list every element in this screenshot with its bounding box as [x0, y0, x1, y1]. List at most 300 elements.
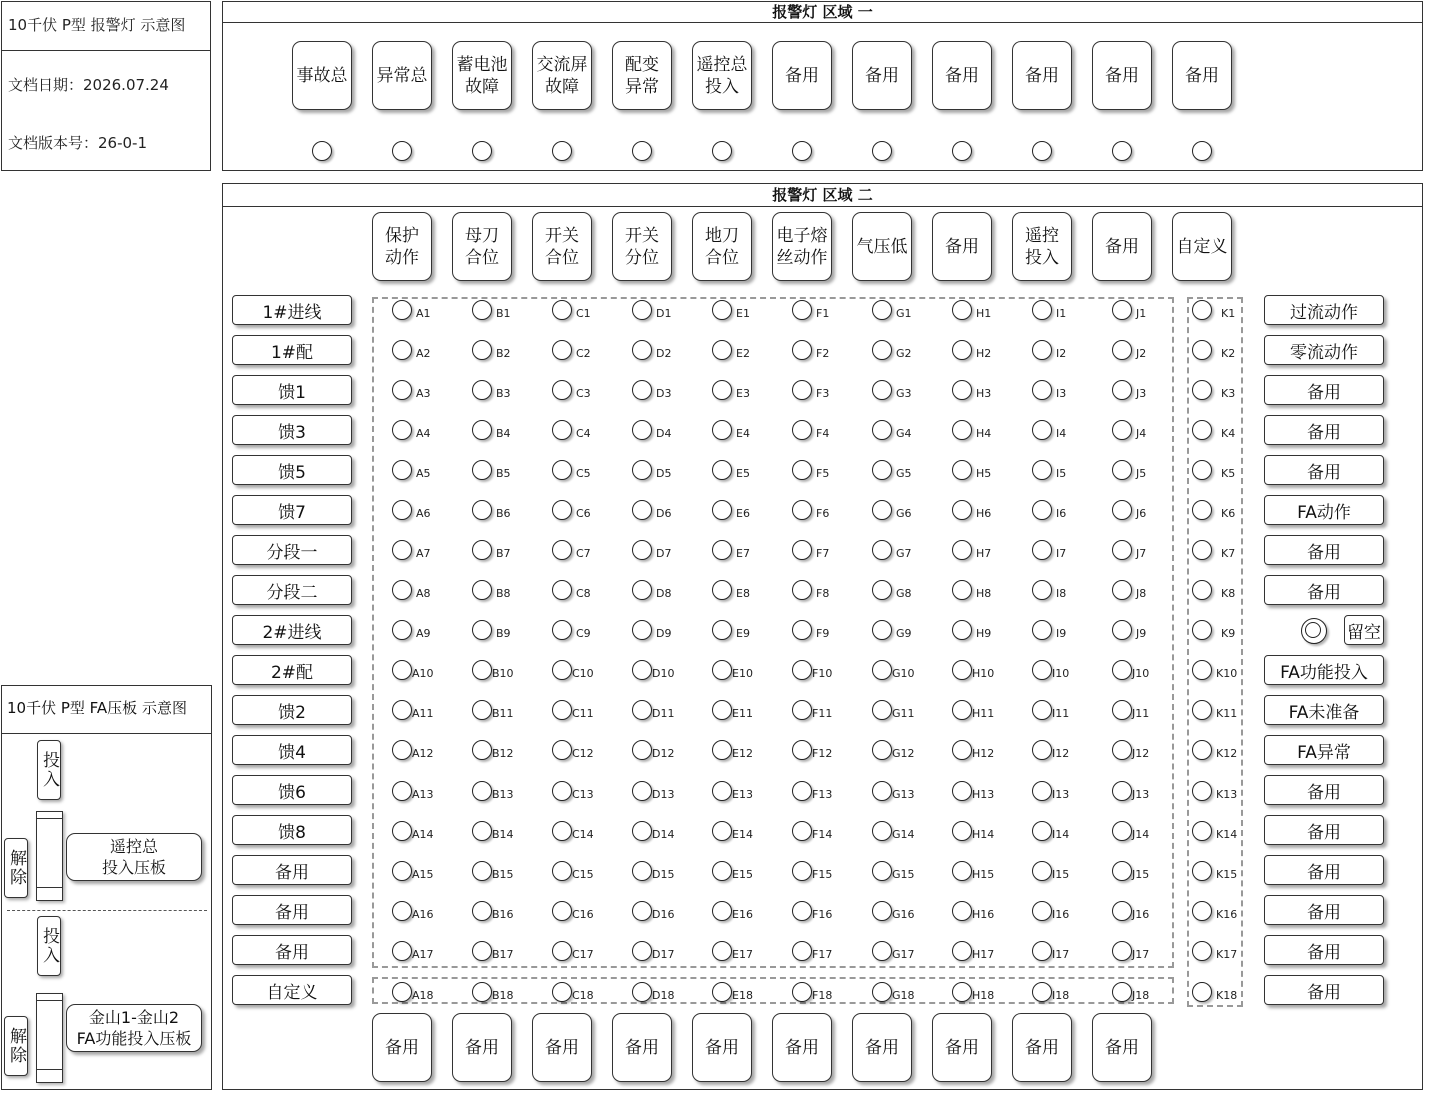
lamp-label: C14 — [572, 828, 594, 841]
indicator-lamp — [1032, 460, 1052, 480]
indicator-lamp — [632, 500, 652, 520]
indicator-lamp — [1192, 540, 1212, 560]
alarm-light-button[interactable] — [772, 41, 832, 110]
indicator-lamp — [792, 580, 812, 600]
lamp-label: J2 — [1136, 347, 1147, 360]
lamp-label: E7 — [736, 547, 750, 560]
indicator-lamp — [472, 821, 492, 841]
lamp-label: E11 — [732, 707, 753, 720]
alarm-light-button[interactable] — [452, 1013, 512, 1082]
indicator-lamp — [792, 941, 812, 961]
label-text: 馈4 — [278, 742, 306, 763]
lamp-label: K17 — [1216, 948, 1238, 961]
indicator-lamp — [552, 821, 572, 841]
label-text: 备用 — [1105, 1037, 1139, 1058]
indicator-lamp — [1032, 340, 1052, 360]
lamp-label: A16 — [412, 908, 434, 921]
lamp-label: E6 — [736, 507, 750, 520]
lamp-label: K6 — [1221, 507, 1236, 520]
indicator-lamp — [632, 420, 652, 440]
indicator-lamp — [1112, 861, 1132, 881]
lamp-label: C17 — [572, 948, 594, 961]
alarm-light-button[interactable] — [1092, 41, 1152, 110]
lamp-label: B12 — [492, 747, 514, 760]
lamp-label: J1 — [1136, 307, 1147, 320]
lamp-label: F1 — [816, 307, 830, 320]
alarm-light-button[interactable] — [612, 41, 672, 110]
lamp-label: F14 — [812, 828, 833, 841]
lamp-label: D12 — [652, 747, 675, 760]
label-text: 零流动作 — [1290, 342, 1358, 363]
label-text: 备用 — [1307, 982, 1341, 1003]
plate1-name — [66, 833, 202, 881]
k-column-border — [1187, 297, 1243, 1007]
lamp-label: A6 — [416, 507, 431, 520]
row-label — [232, 455, 352, 485]
label-text: 电子熔 丝动作 — [776, 225, 828, 268]
indicator-lamp — [1032, 380, 1052, 400]
lamp-label: K5 — [1221, 467, 1236, 480]
lamp-label: A17 — [412, 948, 434, 961]
lamp-label: F7 — [816, 547, 830, 560]
lamp-label: K13 — [1216, 788, 1238, 801]
lamp-label: J17 — [1132, 948, 1150, 961]
indicator-lamp — [1032, 740, 1052, 760]
alarm-light-button[interactable] — [1172, 212, 1232, 281]
indicator-lamp — [792, 380, 812, 400]
lamp-label: B3 — [496, 387, 511, 400]
plate2-on-button[interactable]: 投入 — [37, 916, 61, 976]
indicator-lamp — [1112, 941, 1132, 961]
lamp-label: K4 — [1221, 427, 1236, 440]
lamp-label: E15 — [732, 868, 753, 881]
lamp-label: C8 — [576, 587, 591, 600]
label-text: 蓄电池 故障 — [456, 54, 508, 97]
indicator-lamp — [1192, 821, 1212, 841]
info-title: 10千伏 P型 报警灯 示意图 — [2, 2, 210, 51]
lamp-label: K12 — [1216, 747, 1238, 760]
row-label — [232, 895, 352, 925]
indicator-lamp — [952, 901, 972, 921]
lamp-label: J18 — [1132, 989, 1150, 1002]
indicator-lamp — [1112, 821, 1132, 841]
indicator-lamp — [792, 821, 812, 841]
lamp-label: F4 — [816, 427, 830, 440]
label-text: 分段一 — [266, 542, 318, 563]
row-label — [1264, 295, 1384, 325]
lamp-label: G7 — [896, 547, 912, 560]
indicator-lamp — [712, 500, 732, 520]
indicator-lamp — [712, 460, 732, 480]
label-text: 馈5 — [278, 462, 306, 483]
label-text: 备用 — [785, 65, 819, 86]
indicator-lamp — [632, 901, 652, 921]
indicator-lamp — [472, 941, 492, 961]
indicator-lamp — [552, 781, 572, 801]
lamp-label: D13 — [652, 788, 675, 801]
alarm-light-button[interactable] — [1012, 1013, 1072, 1082]
indicator-lamp — [712, 300, 732, 320]
indicator-lamp — [872, 861, 892, 881]
lamp-label: K1 — [1221, 307, 1236, 320]
plate1-off-button[interactable]: 解除 — [4, 838, 28, 898]
indicator-lamp — [792, 300, 812, 320]
indicator-lamp — [1032, 540, 1052, 560]
alarm-light-button[interactable] — [692, 41, 752, 110]
lamp-label: K16 — [1216, 908, 1238, 921]
lamp-label: G12 — [892, 747, 915, 760]
indicator-lamp — [952, 580, 972, 600]
indicator-lamp — [792, 700, 812, 720]
lamp-label: D6 — [656, 507, 672, 520]
alarm-light-button[interactable] — [1092, 212, 1152, 281]
indicator-lamp — [472, 540, 492, 560]
indicator-lamp — [1192, 781, 1212, 801]
indicator-lamp — [872, 700, 892, 720]
lamp-label: I3 — [1056, 387, 1067, 400]
lamp-label: G4 — [896, 427, 912, 440]
label-text: 2#进线 — [262, 622, 322, 643]
indicator-lamp — [1192, 300, 1212, 320]
lamp-label: F11 — [812, 707, 833, 720]
lamp-label: J13 — [1132, 788, 1150, 801]
lamp-label: B18 — [492, 989, 514, 1002]
label-text: 备用 — [625, 1037, 659, 1058]
row-label — [1264, 895, 1384, 925]
lamp-label: C2 — [576, 347, 591, 360]
indicator-lamp — [1112, 580, 1132, 600]
indicator-lamp — [1032, 941, 1052, 961]
alarm-light-button[interactable] — [772, 1013, 832, 1082]
indicator-lamp — [392, 300, 412, 320]
row-label — [1264, 695, 1384, 725]
indicator-lamp — [952, 340, 972, 360]
lamp-label: E13 — [732, 788, 753, 801]
alarm-light-button[interactable] — [1012, 41, 1072, 110]
indicator-lamp — [552, 861, 572, 881]
indicator-lamp — [632, 821, 652, 841]
row-label — [1264, 855, 1384, 885]
lamp-label: F9 — [816, 627, 830, 640]
indicator-lamp — [392, 861, 412, 881]
indicator-lamp — [872, 982, 892, 1002]
indicator-lamp — [472, 861, 492, 881]
indicator-lamp — [552, 420, 572, 440]
lamp-label: J4 — [1136, 427, 1147, 440]
lamp-label: D2 — [656, 347, 672, 360]
indicator-lamp — [792, 141, 812, 161]
alarm-light-button[interactable] — [452, 212, 512, 281]
indicator-lamp — [712, 141, 732, 161]
lamp-label: A9 — [416, 627, 431, 640]
lamp-label: H14 — [972, 828, 995, 841]
alarm-light-button[interactable] — [612, 1013, 672, 1082]
alarm-light-button[interactable] — [852, 1013, 912, 1082]
alarm-light-button[interactable] — [372, 41, 432, 110]
row-label — [1264, 935, 1384, 965]
lamp-label: G17 — [892, 948, 915, 961]
plate2-off-button[interactable]: 解除 — [4, 1016, 28, 1076]
alarm-light-button[interactable] — [372, 212, 432, 281]
label-text: 备用 — [1105, 236, 1139, 257]
lamp-label: D9 — [656, 627, 672, 640]
lamp-label: F2 — [816, 347, 830, 360]
lamp-label: E9 — [736, 627, 750, 640]
row-label — [232, 615, 352, 645]
indicator-lamp — [952, 660, 972, 680]
indicator-lamp — [952, 941, 972, 961]
indicator-lamp — [712, 781, 732, 801]
indicator-lamp — [632, 580, 652, 600]
label-text: FA功能投入 — [1280, 662, 1368, 683]
label-text: 备用 — [945, 65, 979, 86]
label-text: 备用 — [1307, 582, 1341, 603]
lamp-label: G2 — [896, 347, 912, 360]
indicator-lamp — [872, 901, 892, 921]
reserved-double-lamp — [1301, 618, 1327, 644]
row-label — [232, 655, 352, 685]
indicator-lamp — [392, 380, 412, 400]
lamp-label: A3 — [416, 387, 431, 400]
lamp-label: F15 — [812, 868, 833, 881]
indicator-lamp — [1112, 781, 1132, 801]
indicator-lamp — [1192, 580, 1212, 600]
indicator-lamp — [792, 340, 812, 360]
lamp-label: A11 — [412, 707, 434, 720]
indicator-lamp — [552, 500, 572, 520]
indicator-lamp — [1192, 380, 1212, 400]
indicator-lamp — [792, 540, 812, 560]
lamp-label: A5 — [416, 467, 431, 480]
indicator-lamp — [552, 941, 572, 961]
lamp-label: E8 — [736, 587, 750, 600]
indicator-lamp — [632, 700, 652, 720]
indicator-lamp — [472, 580, 492, 600]
row-label — [232, 535, 352, 565]
label-text: 遥控总 投入 — [696, 54, 748, 97]
indicator-lamp — [952, 861, 972, 881]
lamp-label: A13 — [412, 788, 434, 801]
lamp-label: G11 — [892, 707, 915, 720]
lamp-label: D15 — [652, 868, 675, 881]
indicator-lamp — [552, 620, 572, 640]
lamp-label: I13 — [1052, 788, 1070, 801]
indicator-lamp — [952, 740, 972, 760]
lamp-label: K9 — [1221, 627, 1236, 640]
lamp-label: A10 — [412, 667, 434, 680]
indicator-lamp — [792, 620, 812, 640]
lamp-label: B7 — [496, 547, 511, 560]
alarm-light-button[interactable] — [292, 41, 352, 110]
lamp-label: H1 — [976, 307, 992, 320]
indicator-lamp — [952, 380, 972, 400]
label-text: 备用 — [1025, 1037, 1059, 1058]
indicator-lamp — [632, 141, 652, 161]
alarm-light-button[interactable] — [852, 41, 912, 110]
alarm-light-button[interactable] — [612, 212, 672, 281]
lamp-label: H17 — [972, 948, 995, 961]
lamp-label: B6 — [496, 507, 511, 520]
lamp-label: G15 — [892, 868, 915, 881]
indicator-lamp — [872, 540, 892, 560]
alarm-light-button[interactable] — [1172, 41, 1232, 110]
indicator-lamp — [712, 620, 732, 640]
lamp-label: G9 — [896, 627, 912, 640]
row-label — [1264, 535, 1384, 565]
alarm-light-button[interactable] — [692, 212, 752, 281]
doc-version: 文档版本号：26-0-1 — [8, 134, 147, 152]
indicator-lamp — [552, 901, 572, 921]
lamp-label: C9 — [576, 627, 591, 640]
label-text: 馈3 — [278, 422, 306, 443]
indicator-lamp — [712, 540, 732, 560]
lamp-label: H7 — [976, 547, 992, 560]
indicator-lamp — [392, 740, 412, 760]
alarm-light-button[interactable] — [772, 212, 832, 281]
indicator-lamp — [792, 500, 812, 520]
indicator-lamp — [392, 580, 412, 600]
row-label — [232, 495, 352, 525]
lamp-label: I5 — [1056, 467, 1067, 480]
indicator-lamp — [1192, 982, 1212, 1002]
indicator-lamp — [952, 700, 972, 720]
label-text: 过流动作 — [1290, 302, 1358, 323]
lamp-label: G5 — [896, 467, 912, 480]
label-text: 馈7 — [278, 502, 306, 523]
alarm-light-button[interactable] — [532, 41, 592, 110]
alarm-light-button[interactable] — [932, 41, 992, 110]
label-text: 备用 — [1105, 65, 1139, 86]
indicator-lamp — [872, 460, 892, 480]
indicator-lamp — [392, 460, 412, 480]
row-label — [1264, 415, 1384, 445]
alarm-light-button[interactable] — [532, 1013, 592, 1082]
row-label — [232, 695, 352, 725]
lamp-label: B5 — [496, 467, 511, 480]
indicator-lamp — [632, 460, 652, 480]
indicator-lamp — [792, 861, 812, 881]
indicator-lamp — [472, 500, 492, 520]
label-text: 留空 — [1347, 622, 1381, 643]
indicator-lamp — [1032, 500, 1052, 520]
label-text: 开关 合位 — [545, 225, 579, 268]
plate1-name-text: 遥控总 投入压板 — [101, 837, 166, 877]
indicator-lamp — [712, 380, 732, 400]
indicator-lamp — [472, 740, 492, 760]
indicator-lamp — [1192, 700, 1212, 720]
alarm-light-button[interactable] — [1012, 212, 1072, 281]
label-text: 馈1 — [278, 382, 306, 403]
lamp-label: H15 — [972, 868, 995, 881]
lamp-label: F3 — [816, 387, 830, 400]
alarm-light-button[interactable] — [852, 212, 912, 281]
indicator-lamp — [552, 300, 572, 320]
label-text: 备用 — [275, 902, 309, 923]
lamp-label: H11 — [972, 707, 995, 720]
label-text: 自定义 — [1176, 236, 1228, 257]
lamp-label: C12 — [572, 747, 594, 760]
label-text: 1#进线 — [262, 302, 322, 323]
indicator-lamp — [1112, 660, 1132, 680]
lamp-label: J10 — [1132, 667, 1150, 680]
label-text: FA动作 — [1297, 502, 1351, 523]
lamp-label: J5 — [1136, 467, 1147, 480]
indicator-lamp — [1192, 500, 1212, 520]
lamp-label: J12 — [1132, 747, 1150, 760]
label-text: 保护 动作 — [385, 225, 419, 268]
lamp-label: H9 — [976, 627, 992, 640]
indicator-lamp — [472, 460, 492, 480]
alarm-light-button[interactable] — [932, 1013, 992, 1082]
indicator-lamp — [1192, 901, 1212, 921]
indicator-lamp — [632, 380, 652, 400]
indicator-lamp — [632, 982, 652, 1002]
lamp-label: H8 — [976, 587, 992, 600]
lamp-label: J6 — [1136, 507, 1147, 520]
row-label — [1264, 775, 1384, 805]
lamp-label: A7 — [416, 547, 431, 560]
plate2-name-text: 金山1-金山2 FA功能投入压板 — [76, 1008, 192, 1048]
indicator-lamp — [872, 300, 892, 320]
indicator-lamp — [1192, 861, 1212, 881]
indicator-lamp — [712, 660, 732, 680]
lamp-label: B10 — [492, 667, 514, 680]
indicator-lamp — [712, 861, 732, 881]
lamp-label: A18 — [412, 989, 434, 1002]
lamp-label: F16 — [812, 908, 833, 921]
label-text: FA未准备 — [1288, 702, 1360, 723]
lamp-label: I2 — [1056, 347, 1067, 360]
indicator-lamp — [552, 380, 572, 400]
lamp-label: B15 — [492, 868, 514, 881]
row-label — [1264, 455, 1384, 485]
indicator-lamp — [712, 580, 732, 600]
label-text: 馈6 — [278, 782, 306, 803]
row-label — [232, 335, 352, 365]
lamp-label: A14 — [412, 828, 434, 841]
indicator-lamp — [712, 821, 732, 841]
row-label — [1264, 495, 1384, 525]
alarm-light-button[interactable] — [532, 212, 592, 281]
lamp-label: F17 — [812, 948, 833, 961]
alarm-light-button[interactable] — [692, 1013, 752, 1082]
lamp-label: J7 — [1136, 547, 1147, 560]
alarm-light-button[interactable] — [452, 41, 512, 110]
indicator-lamp — [1032, 580, 1052, 600]
lamp-label: B8 — [496, 587, 511, 600]
indicator-lamp — [632, 660, 652, 680]
alarm-light-button[interactable] — [372, 1013, 432, 1082]
label-text: 备用 — [1307, 902, 1341, 923]
lamp-label: D8 — [656, 587, 672, 600]
indicator-lamp — [872, 821, 892, 841]
lamp-label: E14 — [732, 828, 753, 841]
indicator-lamp — [1032, 620, 1052, 640]
alarm-light-button[interactable] — [1092, 1013, 1152, 1082]
indicator-lamp — [872, 740, 892, 760]
indicator-lamp — [1192, 420, 1212, 440]
indicator-lamp — [632, 941, 652, 961]
indicator-lamp — [1112, 340, 1132, 360]
indicator-lamp — [1032, 861, 1052, 881]
lamp-label: I6 — [1056, 507, 1067, 520]
indicator-lamp — [1032, 781, 1052, 801]
zone1-title: 报警灯 区域 一 — [222, 1, 1423, 23]
alarm-light-button[interactable] — [932, 212, 992, 281]
label-text: 备用 — [385, 1037, 419, 1058]
plate1-on-button[interactable]: 投入 — [37, 740, 61, 800]
lamp-label: C1 — [576, 307, 591, 320]
